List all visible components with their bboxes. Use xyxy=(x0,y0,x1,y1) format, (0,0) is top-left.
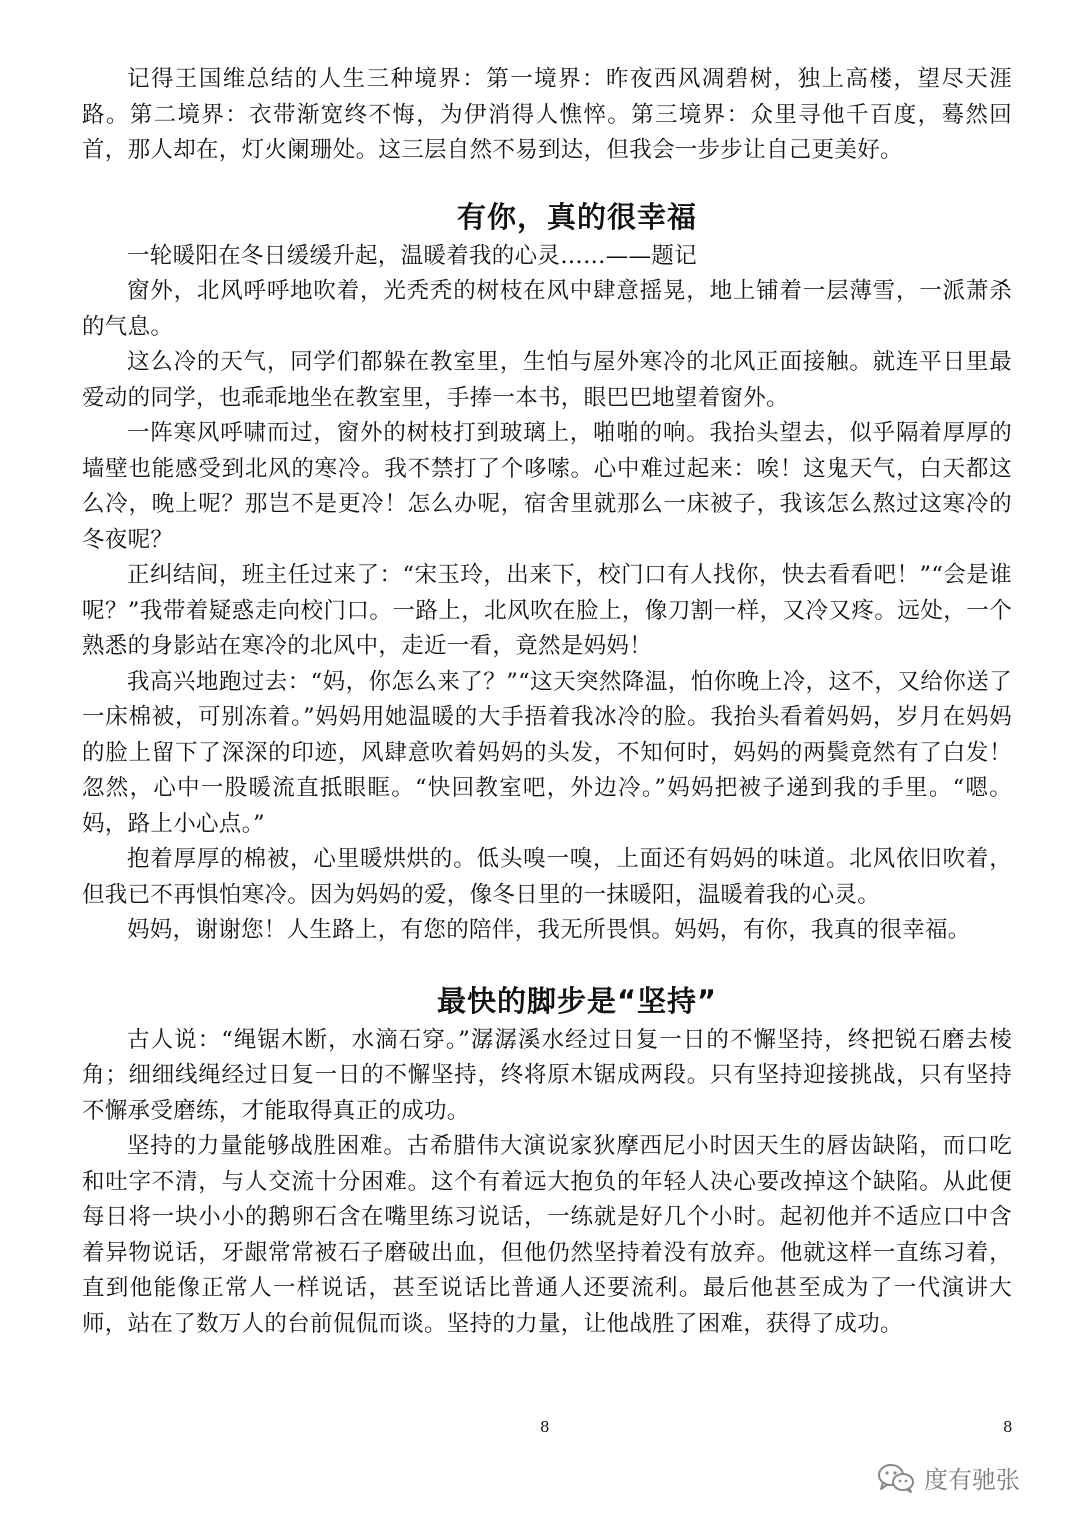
essay1-paragraph: 妈妈，谢谢您！人生路上，有您的陪伴，我无所畏惧。妈妈，有你，我真的很幸福。 xyxy=(127,917,971,943)
watermark-text: 度有驰张 xyxy=(924,1466,1020,1494)
essay1-paragraph: 抱着厚厚的棉被，心里暖烘烘的。低头嗅一嗅，上面还有妈妈的味道。北风依旧吹着，但我已不再惧怕寒冷。因为妈妈的爱，像冬日里的一抹暖阳，温暖着我的心灵。 xyxy=(82,846,1012,908)
essay1-paragraph: 正纠结间，班主任过来了：“宋玉玲，出来下，校门口有人找你，快去看看吧！”“会是谁呢？”我带着疑惑走向校门口。一路上，北风吹在脸上，像刀割一样，又冷又疼。远处，一个熟悉的身影站在寒冷的北风中，走近一看，竟然是妈妈！ xyxy=(82,562,1012,659)
essay1-paragraph: 一阵寒风呼啸而过，窗外的树枝打到玻璃上，啪啪的响。我抬头望去，似乎隔着厚厚的墙壁也能感受到北风的寒冷。我不禁打了个哆嗦。心中难过起来：唉！这鬼天气，白天都这么冷，晚上呢？那岂不是更冷！怎么办呢，宿舍里就那么一床被子，我该怎么熬过这寒冷的冬夜呢？ xyxy=(82,420,1012,553)
page-number-center: 8 xyxy=(540,1418,550,1436)
watermark xyxy=(876,1460,1020,1495)
essay-title-1: 有你，真的很幸福 xyxy=(456,199,697,234)
essay1-paragraph: 我高兴地跑过去：“妈，你怎么来了？”“这天突然降温，怕你晚上冷，这不，又给你送了一床棉被，可别冻着。”妈妈用她温暖的大手捂着我冰冷的脸。我抬头看着妈妈，岁月在妈妈的脸上留下了深深的印迹，风肆意吹着妈妈的头发，不知何时，妈妈的两鬓竟然有了白发！忽然，心中一股暖流直抵眼眶。“快回教室吧，外边冷。”妈妈把被子递到我的手里。“嗯。妈，路上小心点。” xyxy=(82,668,1012,837)
essay2-paragraph: 古人说：“绳锯木断，水滴石穿。”潺潺溪水经过日复一日的不懈坚持，终把锐石磨去棱角；细细线绳经过日复一日的不懈坚持，终将原木锯成两段。只有坚持迎接挑战，只有坚持不懈承受磨练，才能取得真正的成功。 xyxy=(82,1026,1012,1124)
essay1-paragraph: 窗外，北风呼呼地吹着，光秃秃的树枝在风中肆意摇晃，地上铺着一层薄雪，一派萧杀的气息。 xyxy=(82,278,1012,340)
essay2-paragraph: 坚持的力量能够战胜困难。古希腊伟大演说家狄摩西尼小时因天生的唇齿缺陷，而口吃和吐字不清，与人交流十分困难。这个有着远大抱负的年轻人决心要改掉这个缺陷。从此便每日将一块小小的鹅卵石含在嘴里练习说话，一练就是好几个小时。起初他并不适应口中含着异物说话，牙龈常常被石子磨破出血，但他仍然坚持着没有放弃。他就这样一直练习着，直到他能像正常人一样说话，甚至说话比普通人还要流利。最后他甚至成为了一代演讲大师，站在了数万人的台前侃侃而谈。坚持的力量，让他战胜了困难，获得了成功。 xyxy=(82,1133,1012,1337)
page-number-right: 8 xyxy=(1003,1418,1013,1436)
document-page xyxy=(82,62,1012,1342)
essay1-paragraph: 这么冷的天气，同学们都躲在教室里，生怕与屋外寒冷的北风正面接触。就连平日里最爱动的同学，也乖乖地坐在教室里，手捧一本书，眼巴巴地望着窗外。 xyxy=(82,349,1012,411)
essay-body-2 xyxy=(82,1023,1012,1343)
wechat-icon xyxy=(876,1462,916,1494)
essay1-paragraph: 一轮暖阳在冬日缓缓升起，温暖着我的心灵……——题记 xyxy=(127,242,698,269)
intro-paragraph: 记得王国维总结的人生三种境界：第一境界：昨夜西风凋碧树，独上高楼，望尽天涯路。第二境界：衣带渐宽终不悔，为伊消得人憔悴。第三境界：众里寻他千百度，蓦然回首，那人却在，灯火阑珊处。这三层自然不易到达，但我会一步步让自己更美好。 xyxy=(82,66,1012,163)
essay-body-1 xyxy=(82,239,1012,949)
essay-title-2: 最快的脚步是“坚持” xyxy=(436,983,718,1018)
